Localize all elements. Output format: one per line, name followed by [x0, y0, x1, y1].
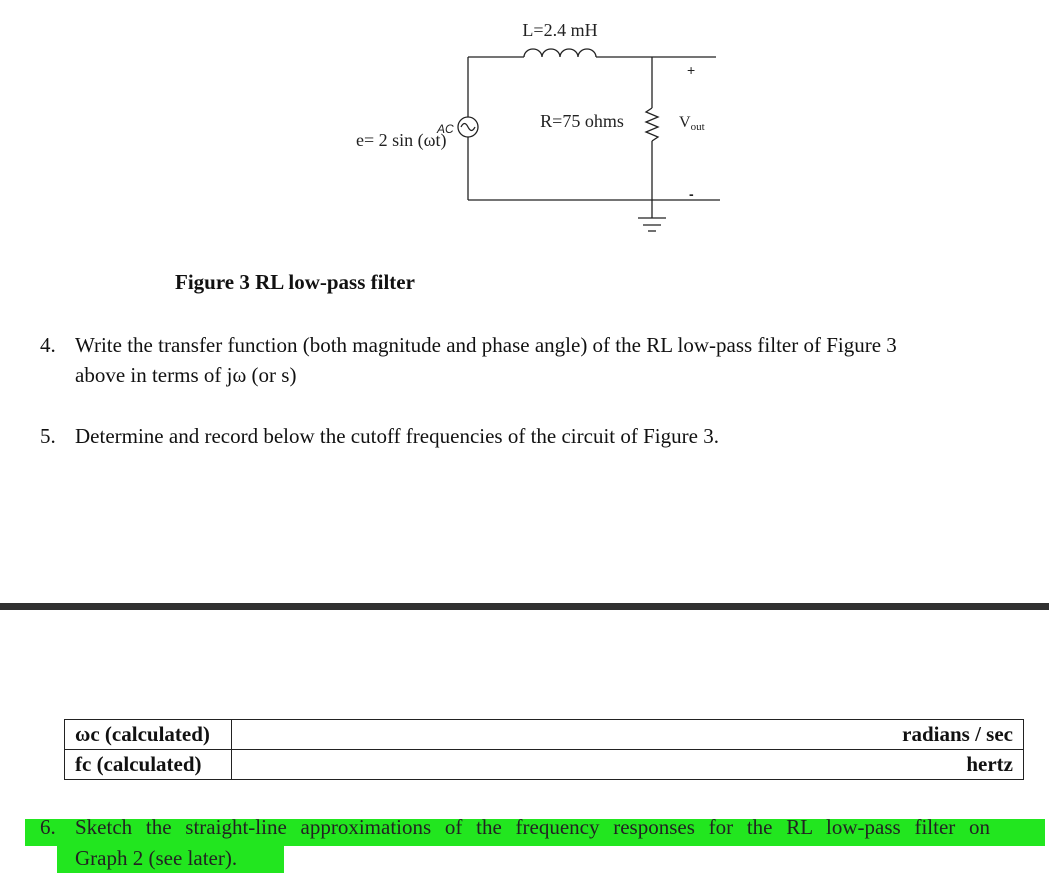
results-table	[64, 719, 1024, 780]
omega-c-unit: radians / sec	[902, 722, 1013, 746]
fc-label: fc (calculated)	[65, 750, 232, 780]
question-5-number: 5.	[40, 424, 56, 448]
ac-wave-icon	[461, 124, 475, 131]
page-divider	[0, 603, 1049, 610]
omega-c-answer-cell[interactable]	[232, 720, 1024, 750]
plus-sign: +	[687, 62, 696, 78]
table-row	[65, 720, 1024, 750]
fc-unit: hertz	[966, 752, 1013, 776]
question-4-line1: Write the transfer function (both magnitude and phase angle) of the RL low-pass filter of Figure 3	[75, 333, 897, 357]
table-row	[65, 750, 1024, 780]
inductor-label: L=2.4 mH	[522, 20, 598, 40]
figure-caption: Figure 3 RL low-pass filter	[175, 270, 415, 294]
rl-circuit-diagram	[0, 0, 1049, 260]
ac-label: AC	[437, 122, 454, 136]
question-5-line1: Determine and record below the cutoff frequencies of the circuit of Figure 3.	[75, 424, 719, 448]
question-4-number: 4.	[40, 333, 56, 357]
inductor-coil	[524, 49, 596, 57]
source-label: e= 2 sin (ωt)	[356, 130, 447, 150]
question-4-line2: above in terms of jω (or s)	[75, 363, 297, 387]
question-6-line2: Graph 2 (see later).	[75, 846, 238, 870]
resistor-label: R=75 ohms	[540, 111, 624, 131]
vout-label: Vout	[679, 114, 705, 133]
question-6-number: 6.	[40, 815, 56, 839]
omega-c-label: ωc (calculated)	[65, 720, 232, 750]
resistor-zigzag	[646, 108, 658, 141]
minus-sign: -	[689, 186, 694, 202]
question-6-line1: Sketch the straight-line approximations of the frequency responses for the RL low-pass filter on	[75, 815, 990, 839]
fc-answer-cell[interactable]	[232, 750, 1024, 780]
